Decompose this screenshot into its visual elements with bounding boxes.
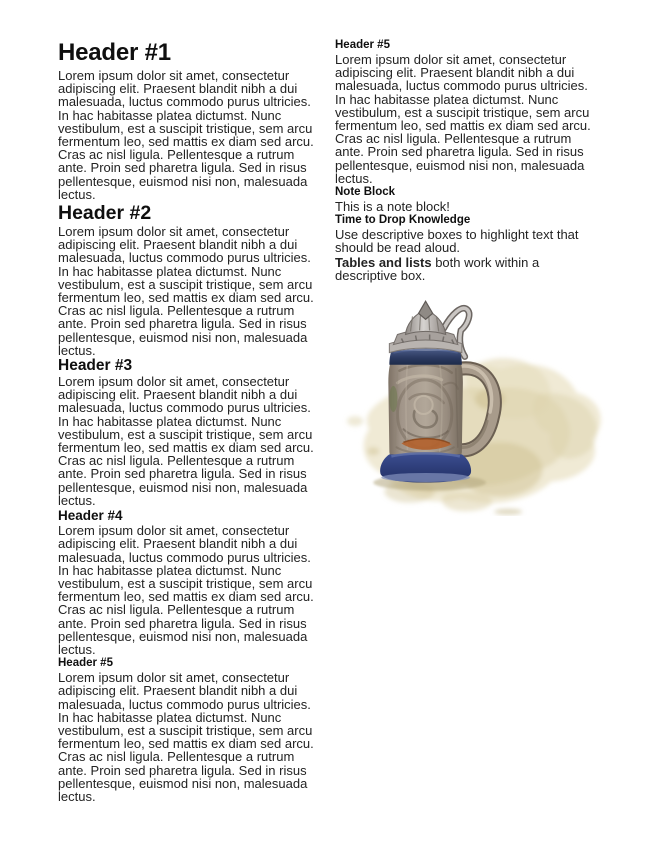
header-1: Header #1 bbox=[58, 39, 171, 66]
header-5-right: Header #5 bbox=[335, 39, 390, 51]
left-column bbox=[58, 40, 314, 804]
body-green-accent bbox=[389, 386, 397, 412]
paragraph-1: Lorem ipsum dolor sit amet, consectetur adipiscing elit. Praesent blandit nibh a dui malesuada, luctus commodo purus ultricies. In hac habitasse platea dictumst. Nunc vestibulum, est a suscipit tristique, sem arcu fermentum leo, sed mattis ex diam sed arcu. Cras ac nisl ligula. Pellentesque a rutrum ante. Proin sed pharetra ligula. Sed in risus pellentesque, euismod nisi non, malesuada lectus. bbox=[58, 68, 314, 202]
note-block-text: This is a note block! bbox=[335, 199, 450, 215]
header-4: Header #4 bbox=[58, 508, 123, 524]
paragraph-4: Lorem ipsum dolor sit amet, consectetur adipiscing elit. Praesent blandit nibh a dui malesuada, luctus commodo purus ultricies. In hac habitasse platea dictumst. Nunc vestibulum, est a suscipit tristique, sem arcu fermentum leo, sed mattis ex diam sed arcu. Cras ac nisl ligula. Pellentesque a rutrum ante. Proin sed pharetra ligula. Sed in risus pellentesque, euismod nisi non, malesuada lectus. bbox=[58, 523, 314, 657]
header-5-left: Header #5 bbox=[58, 657, 113, 670]
paragraph-5: Lorem ipsum dolor sit amet, consectetur adipiscing elit. Praesent blandit nibh a dui malesuada, luctus commodo purus ultricies. In hac habitasse platea dictumst. Nunc vestibulum, est a suscipit tristique, sem arcu fermentum leo, sed mattis ex diam sed arcu. Cras ac nisl ligula. Pellentesque a rutrum ante. Proin sed pharetra ligula. Sed in risus pellentesque, euismod nisi non, malesuada lectus. bbox=[58, 670, 314, 804]
note-block-heading: Note Block bbox=[335, 186, 396, 199]
right-column bbox=[335, 38, 594, 516]
stein-body bbox=[388, 361, 463, 461]
tables-note-bold: Tables and lists bbox=[335, 254, 432, 270]
knowledge-text: Use descriptive boxes to highlight text that should be read aloud. bbox=[335, 227, 579, 256]
paragraph-6: Lorem ipsum dolor sit amet, consectetur adipiscing elit. Praesent blandit nibh a dui malesuada, luctus commodo purus ultricies. In hac habitasse platea dictumst. Nunc vestibulum, est a suscipit tristique, sem arcu fermentum leo, sed mattis ex diam sed arcu. Cras ac nisl ligula. Pellentesque a rutrum ante. Proin sed pharetra ligula. Sed in risus pellentesque, euismod nisi non, malesuada lectus. bbox=[335, 52, 591, 186]
knowledge-heading: Time to Drop Knowledge bbox=[335, 214, 471, 227]
header-2: Header #2 bbox=[58, 202, 152, 225]
tables-note bbox=[335, 256, 594, 282]
tables-note-rest: both work within a descriptive box. bbox=[335, 254, 540, 283]
stein-base bbox=[380, 453, 471, 482]
header-3: Header #3 bbox=[58, 357, 133, 375]
watercolor-wash bbox=[347, 358, 601, 515]
stein-top-band bbox=[389, 350, 462, 365]
beer-stein-illustration bbox=[339, 298, 623, 516]
paragraph-2: Lorem ipsum dolor sit amet, consectetur adipiscing elit. Praesent blandit nibh a dui malesuada, luctus commodo purus ultricies. In hac habitasse platea dictumst. Nunc vestibulum, est a suscipit tristique, sem arcu fermentum leo, sed mattis ex diam sed arcu. Cras ac nisl ligula. Pellentesque a rutrum ante. Proin sed pharetra ligula. Sed in risus pellentesque, euismod nisi non, malesuada lectus. bbox=[58, 224, 314, 358]
paragraph-3: Lorem ipsum dolor sit amet, consectetur adipiscing elit. Praesent blandit nibh a dui malesuada, luctus commodo purus ultricies. In hac habitasse platea dictumst. Nunc vestibulum, est a suscipit tristique, sem arcu fermentum leo, sed mattis ex diam sed arcu. Cras ac nisl ligula. Pellentesque a rutrum ante. Proin sed pharetra ligula. Sed in risus pellentesque, euismod nisi non, malesuada lectus. bbox=[58, 374, 314, 508]
stein-lid bbox=[389, 301, 462, 352]
